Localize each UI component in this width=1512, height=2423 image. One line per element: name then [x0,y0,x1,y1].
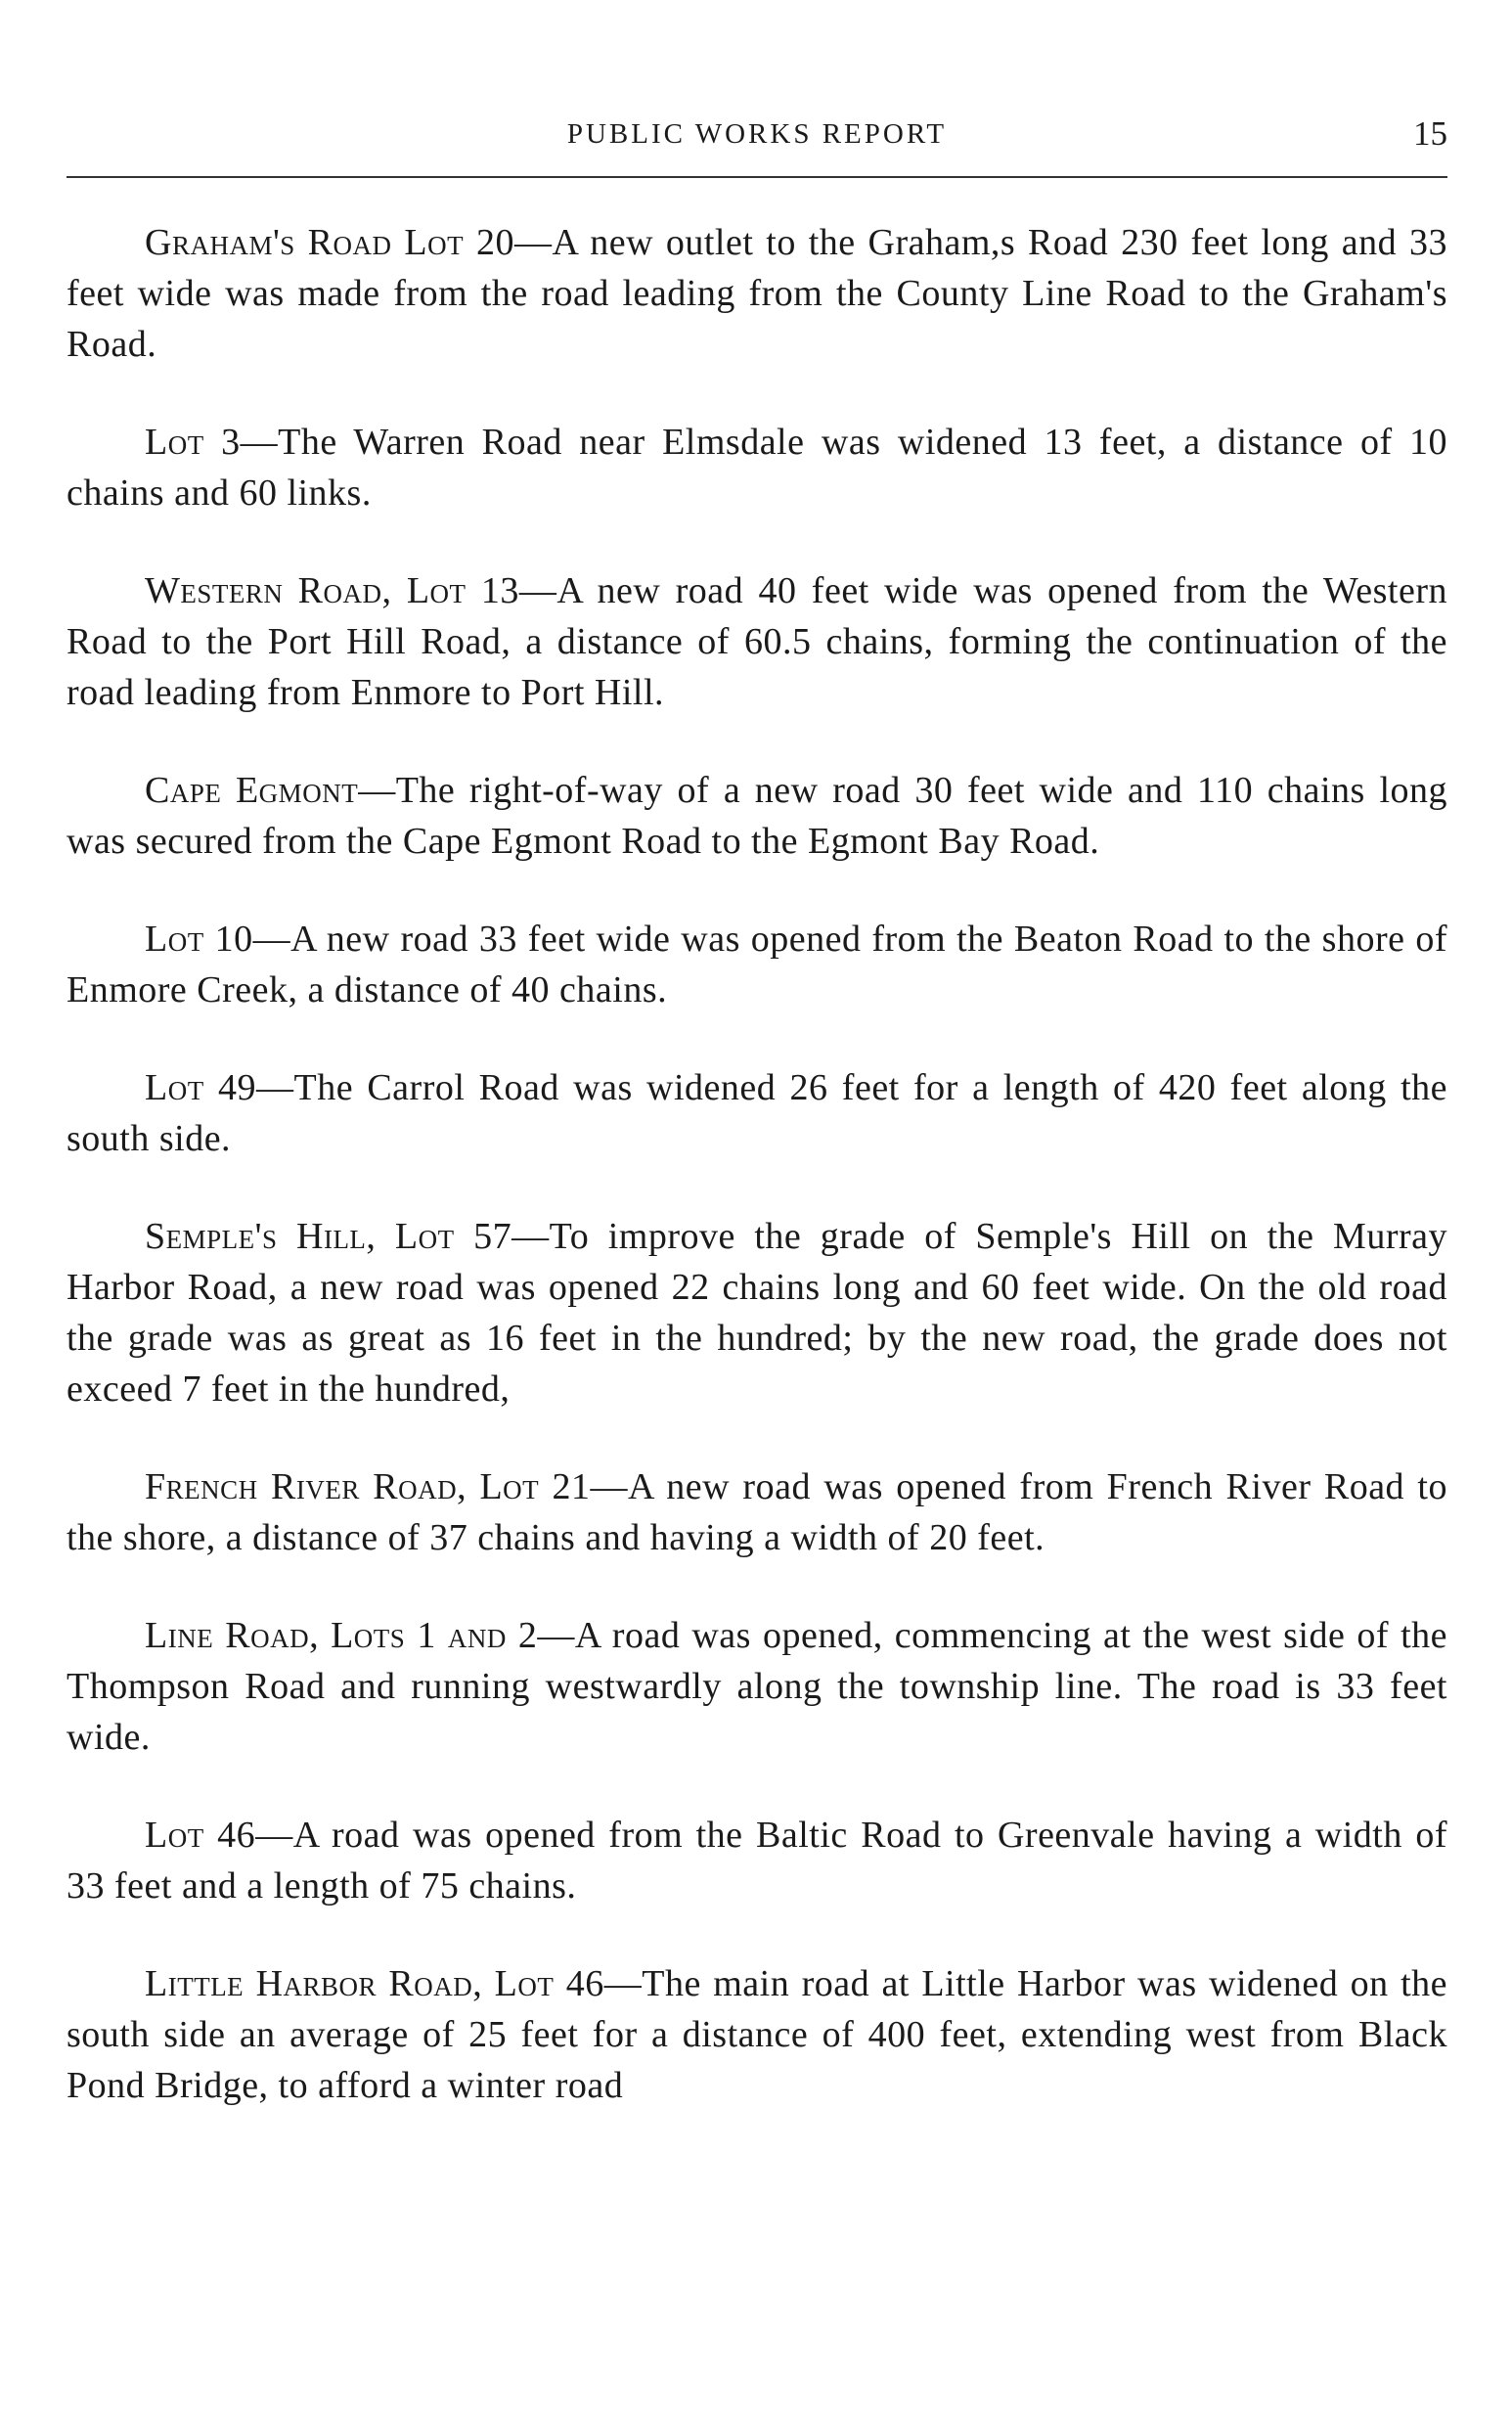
paragraph-lot-46 [67,1810,1447,1911]
paragraph-western-road [67,565,1447,718]
page-number: 15 [1413,114,1447,153]
paragraph-heading: Semple's Hill, Lot 57 [145,1216,512,1257]
paragraph-text: —A new outlet to the Graham,s Road 230 feet long and 33 feet wide was made from the road leading from the County Line Road to the Graham's Road. [67,222,1447,365]
paragraph-line-road [67,1610,1447,1763]
paragraph-text: —The right-of-way of a new road 30 feet wide and 110 chains long was secured from the Cape Egmont Road to the Egmont Bay Road. [67,770,1448,862]
paragraph-text: —A road was opened from the Baltic Road to Greenvale having a width of 33 feet and a length of 75 chains. [67,1815,1447,1907]
paragraph-text: —The main road at Little Harbor was widened on the south side an average of 25 feet for a distance of 400 feet, extending west from Black Pond Bridge, to afford a winter road [67,1963,1447,2106]
page-header [67,110,1447,158]
paragraph-heading: Lot 49 [145,1067,256,1108]
paragraph-little-harbor-road [67,1958,1447,2111]
paragraph-heading: Lot 3 [145,422,241,463]
paragraph-text: —A road was opened, commencing at the west side of the Thompson Road and running westwardly along the township line. The road is 33 feet wide. [67,1615,1447,1758]
paragraph-text: —The Warren Road near Elmsdale was widened 13 feet, a distance of 10 chains and 60 links. [67,422,1447,514]
paragraph-heading: Cape Egmont [145,770,359,811]
paragraph-heading: Line Road, Lots 1 and 2 [145,1615,538,1656]
paragraph-heading: Lot 10 [145,919,253,960]
paragraph-grahams-road [67,217,1447,370]
paragraph-cape-egmont [67,765,1447,867]
paragraph-heading: Graham's Road Lot 20 [145,222,514,263]
header-rule [67,176,1447,178]
paragraph-text: —A new road 33 feet wide was opened from the Beaton Road to the shore of Enmore Creek, a distance of 40 chains. [67,919,1447,1010]
paragraph-french-river-road [67,1461,1447,1563]
paragraph-heading: Western Road, Lot 13 [145,570,519,611]
paragraph-heading: Lot 46 [145,1815,256,1856]
report-body [67,217,1447,2158]
paragraph-text: —A new road was opened from French River Road to the shore, a distance of 37 chains and having a width of 20 feet. [67,1466,1447,1558]
paragraph-text: —A new road 40 feet wide was opened from the Western Road to the Port Hill Road, a distance of 60.5 chains, forming the continuation of the road leading from Enmore to Port Hill. [67,570,1447,713]
paragraph-lot-10 [67,914,1447,1015]
running-head: PUBLIC WORKS REPORT [566,118,948,150]
paragraph-lot-49 [67,1062,1447,1164]
paragraph-semples-hill [67,1211,1447,1414]
paragraph-lot-3 [67,417,1447,518]
paragraph-text: —To improve the grade of Semple's Hill on the Murray Harbor Road, a new road was opened 22 chains long and 60 feet wide. On the old road the grade was as great as 16 feet in the hundred; by the new road, the grade does not exceed 7 feet in the hundred, [67,1216,1448,1410]
paragraph-heading: French River Road, Lot 21 [145,1466,591,1507]
paragraph-text: —The Carrol Road was widened 26 feet for a length of 420 feet along the south side. [67,1067,1448,1159]
paragraph-heading: Little Harbor Road, Lot 46 [145,1963,604,2004]
